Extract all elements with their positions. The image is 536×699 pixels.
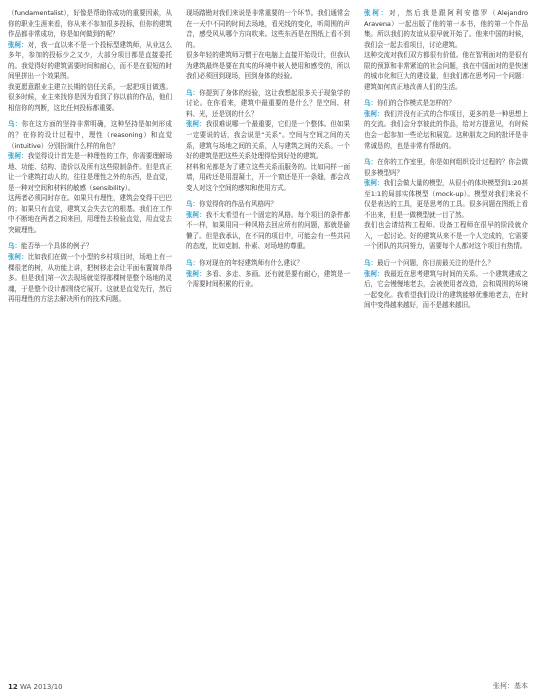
paragraph <box>186 162 350 194</box>
paragraph-text: 你提到了身体的经验，这让我想起很多关于现象学的讨论。在你看来，建筑中最重要的是什么？是空间、材料、光，还是别的什么？ <box>186 88 350 118</box>
paragraph <box>364 178 528 220</box>
speaker-label: 张柯： <box>8 152 28 161</box>
paragraph-text: 最后一个问题，你目前最关注的是什么？ <box>377 259 494 268</box>
paragraph-text: 我最近在思考建筑与时间的关系。一个建筑建成之后，它会慢慢地老去，会被使用者改造，会和周围的环境一起变化。我希望我们设计的建筑能够优雅地老去，在时间中变得越来越好，而不是越来越旧。 <box>364 269 528 310</box>
paragraph-text: 你们的合作模式是怎样的？ <box>377 99 455 108</box>
paragraph <box>186 50 350 82</box>
paragraph-text: 你对现在的年轻建筑师有什么建议？ <box>199 259 303 268</box>
paragraph-text: 现场踏勘对我们来说是非常重要的一个环节。我们通常会在一天中不同的时间去场地，看光线的变化，听周围的声音，感受风从哪个方向吹来。这些东西是在图纸上看不到的。 <box>186 9 350 49</box>
footer-left <box>8 683 63 691</box>
paragraph <box>364 157 528 178</box>
paragraph <box>364 50 528 92</box>
magazine-issue: WA 2013/10 <box>19 683 63 691</box>
paragraph-text: 我很难说哪一个最重要，它们是一个整体。但如果一定要说的话，我会说是“关系”。空间与空间之间的关系，建筑与场地之间的关系，人与建筑之间的关系。一个好的建筑是把这些关系处理得恰到好处的建筑。 <box>186 120 350 161</box>
speaker-label: 乌： <box>8 120 22 129</box>
page-footer <box>8 679 528 691</box>
paragraph <box>186 199 350 210</box>
speaker-label: 乌： <box>364 259 377 268</box>
text-column-3 <box>364 8 528 311</box>
paragraph <box>364 269 528 311</box>
paragraph <box>186 258 350 269</box>
speaker-label: 乌： <box>186 88 200 97</box>
paragraph <box>186 269 350 290</box>
paragraph <box>364 8 528 50</box>
speaker-label: 张柯： <box>364 9 390 17</box>
paragraph-text: 我不太希望有一个固定的风格。每个项目的条件都不一样，如果用同一种风格去回应所有的问题，那就是偷懒了。但是我承认，在不同的项目中，可能会有一些共同的态度，比如克制、朴素、对场地的尊重。 <box>186 210 350 251</box>
paragraph-text: （fundamentalist），好像是帮助你成功的重要因素，从你的职业生涯来看，你从来不参加很多投标，但你的建筑作品都非常成功，你是如何做到的呢？ <box>8 9 172 39</box>
paragraph <box>186 210 350 252</box>
speaker-label: 张柯： <box>8 253 28 262</box>
paragraph <box>8 40 172 82</box>
speaker-label: 张柯： <box>186 210 206 219</box>
paragraph-text: 我更愿意跟业主建立长期的信任关系，一起把项目做透。很多时候，业主来找你是因为看到了你以前的作品，他们相信你的判断，这比任何投标都重要。 <box>8 82 172 112</box>
speaker-label: 乌： <box>364 99 377 108</box>
speaker-label: 乌： <box>186 200 199 209</box>
speaker-label: 张柯： <box>364 269 384 278</box>
speaker-label: 张柯： <box>186 269 206 278</box>
paragraph <box>186 8 350 50</box>
paragraph-text: 很多年轻的建筑师习惯于在电脑上直接开始设计，但我认为建筑最终是要在真实的环境中被人使用和感受的，所以我们必须回到现场，回到身体的经验。 <box>186 51 350 81</box>
paragraph <box>8 241 172 252</box>
paragraph-text: 对，然后我是跟阿利安德罗（Alejandro Aravena）一起出版了他的第一本书，他的第一个作品集。所以我们的友谊从很早就开始了。他来中国的时候，我们会一起去看项目，讨论建筑。 <box>364 9 529 49</box>
paragraph-text: 比如我们在做一个小型的乡村项目时，场地上有一棵很老的树，从功能上讲，把树移走会让平面布置简单得多。但是我们第一次去现场就觉得那棵树是整个场地的灵魂，于是整个设计都围绕它展开。这就是直觉先行，然后再用理性的方法去解决所有的技术问题。 <box>8 253 172 304</box>
paragraph <box>8 252 172 305</box>
paragraph-text: 在你的工作室里，你是如何组织设计过程的？你会做很多模型吗？ <box>364 158 528 177</box>
paragraph <box>186 88 350 120</box>
speaker-label: 乌： <box>8 242 21 251</box>
paragraph <box>8 82 172 114</box>
speaker-label: 张柯： <box>364 179 384 188</box>
paragraph-text: 我觉得设计首先是一种理性的工作，你需要理解场地、功能、结构、造价以及所有这些限制条件。但是真正让一个建筑打动人的，往往是理性之外的东西，是直觉，是一种对空间和材料的敏感（sensibility）。 <box>8 152 172 192</box>
paragraph-text: 你在这方面的坚持非常明确，这种坚持是如何形成的？在你的设计过程中，理性（reasoning）和直觉（intuitive）分别扮演什么样的角色？ <box>8 120 172 150</box>
section-title: 张柯：基本 <box>493 682 528 690</box>
paragraph <box>364 109 528 151</box>
paragraph-text: 你觉得你的作品有风格吗？ <box>199 200 277 209</box>
paragraph-text: 这两者必须同时存在。如果只有理性，建筑会变得干巴巴的；如果只有直觉，建筑又会失去它的根基。我们在工作中不断地在两者之间来回，用理性去检验直觉，用直觉去突破理性。 <box>8 194 172 234</box>
paragraph-text: 我们会做大量的模型，从很小的体块模型到1:20甚至1:1的局部实体模型（mock-up）。模型对我们来说不仅是表达的工具，更是思考的工具。很多问题在图纸上看不出来，但是一做模型就一目了然。 <box>364 179 528 219</box>
paragraph <box>8 151 172 193</box>
paragraph <box>8 8 172 40</box>
speaker-label: 张柯： <box>364 109 384 118</box>
paragraph <box>364 98 528 109</box>
paragraph-text: 这种交流对我们双方都很有价值。他在智利面对的是很有限的预算和非常紧迫的社会问题，我在中国面对的是快速的城市化和巨大的建设量，但我们都在思考同一个问题：建筑如何真正地改善人们的生活。 <box>364 51 528 91</box>
speaker-label: 乌： <box>186 259 199 268</box>
paragraph <box>8 193 172 235</box>
paragraph <box>8 119 172 151</box>
speaker-label: 张柯： <box>186 120 206 129</box>
paragraph <box>186 119 350 161</box>
paragraph <box>364 220 528 252</box>
paragraph-text: 我们并没有正式的合作项目，更多的是一种思想上的交流。我们会分享彼此的作品，给对方提意见，有时候也会一起参加一些论坛和展览。这种朋友之间的批评是非常诚恳的，也是非常有帮助的。 <box>364 109 528 150</box>
paragraph <box>364 258 528 269</box>
paragraph-text: 多看、多走、多画。还有就是要有耐心，建筑是一个需要时间积累的行业。 <box>186 269 350 289</box>
paragraph-text: 能否举一个具体的例子？ <box>21 242 93 251</box>
paragraph-text: 对，我一直以来不是一个投标型建筑师，从业这么多年，参加的投标少之又少，大部分项目都是直接委托的。我觉得好的建筑需要时间和耐心，而不是在很短的时间里拼出一个效果图。 <box>8 40 172 81</box>
paragraph-text: 材料和光都是为了建立这些关系而服务的。比如同样一面墙，用砖还是用混凝土，开一个窗还是开一条缝，都会改变人对这个空间的感知和使用方式。 <box>186 162 350 192</box>
speaker-label: 乌： <box>364 158 378 167</box>
speaker-label: 张柯： <box>8 40 28 49</box>
text-column-2 <box>186 8 350 290</box>
paragraph-text: 我们也会请结构工程师、设备工程师在很早的阶段就介入，一起讨论。好的建筑从来不是一个人完成的，它需要一个团队的共同努力，需要每个人都对这个项目有热情。 <box>364 221 528 251</box>
page-number: 12 <box>8 683 18 691</box>
text-column-1 <box>8 8 172 305</box>
